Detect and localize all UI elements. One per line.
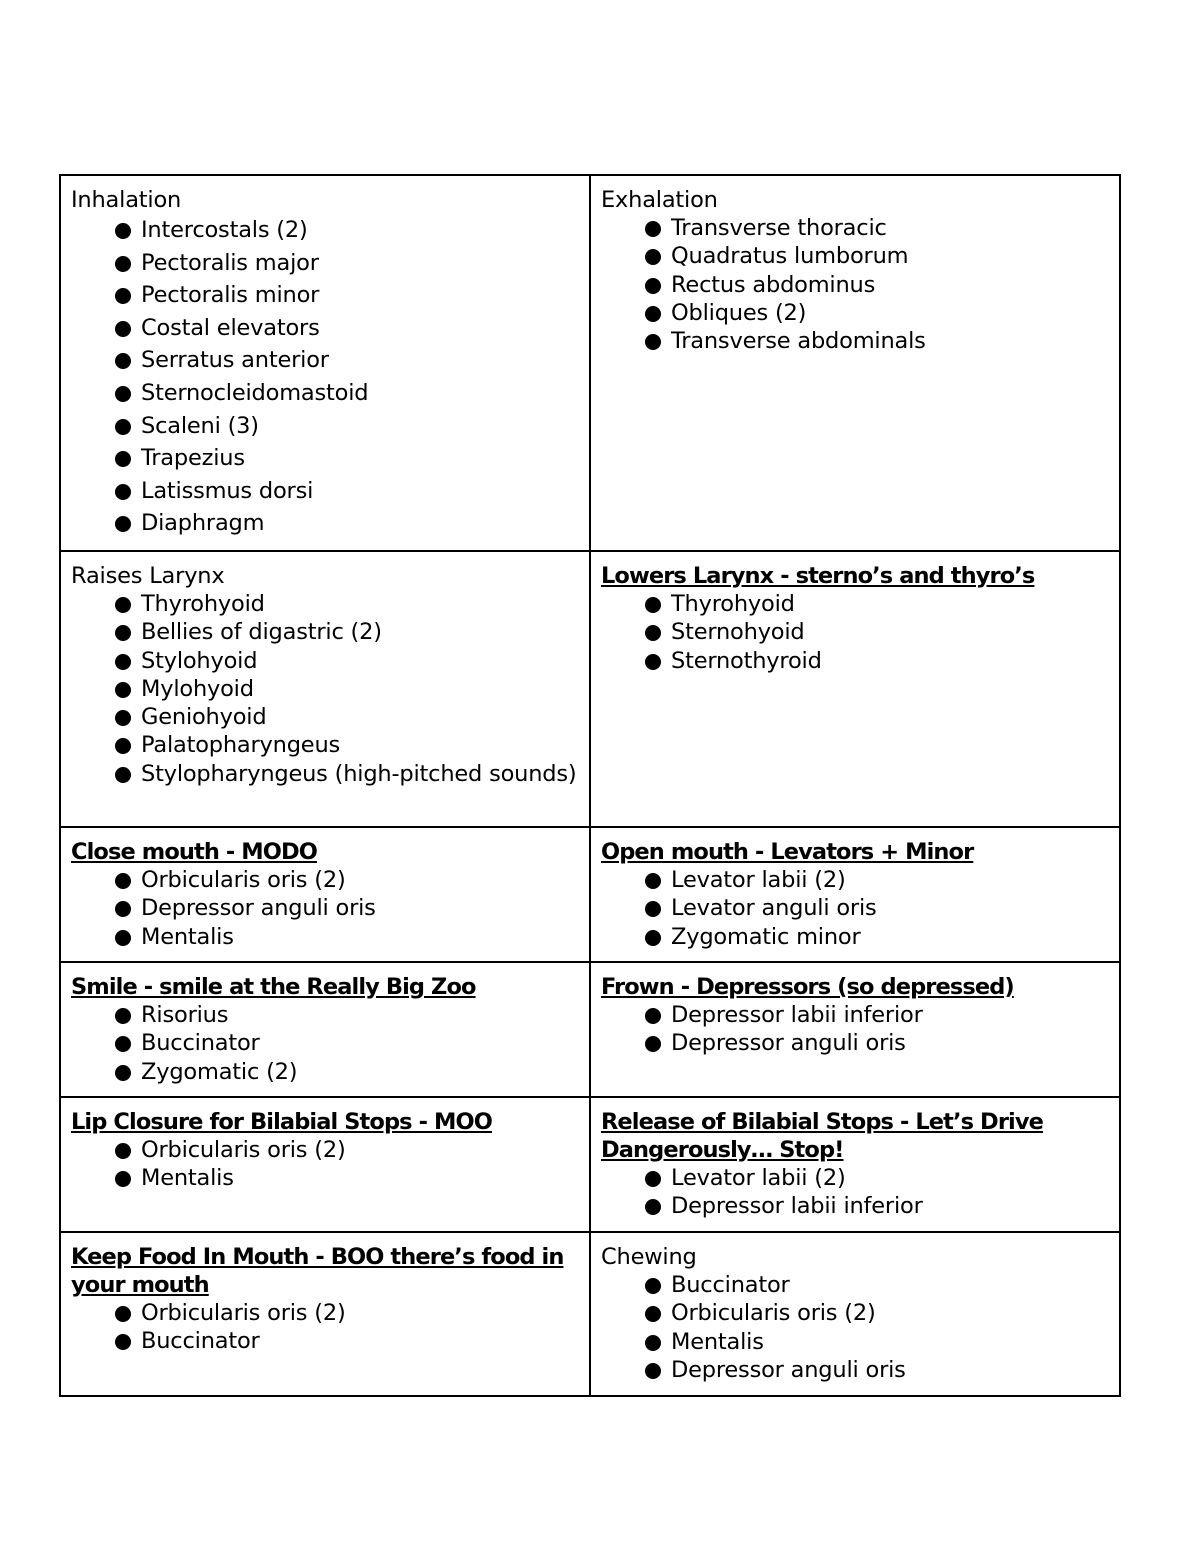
list-item: Pectoralis minor bbox=[115, 279, 579, 312]
list-item: Buccinator bbox=[115, 1327, 579, 1355]
muscle-list bbox=[71, 1136, 579, 1193]
list-item: Stylopharyngeus (high-pitched sounds) bbox=[115, 760, 579, 788]
table-cell bbox=[60, 175, 590, 551]
section-heading: Raises Larynx bbox=[71, 563, 225, 589]
list-item: Levator labii (2) bbox=[645, 1164, 1109, 1192]
table-cell bbox=[590, 551, 1120, 827]
list-item: Serratus anterior bbox=[115, 344, 579, 377]
list-item: Bellies of digastric (2) bbox=[115, 618, 579, 646]
muscle-list bbox=[601, 866, 1109, 951]
table-row bbox=[60, 827, 1120, 962]
list-item: Thyrohyoid bbox=[115, 590, 579, 618]
list-item: Palatopharyngeus bbox=[115, 731, 579, 759]
table-cell bbox=[590, 827, 1120, 962]
muscle-list bbox=[601, 214, 1109, 355]
section-heading: Lowers Larynx - sterno’s and thyro’s bbox=[601, 563, 1035, 589]
table-row bbox=[60, 175, 1120, 551]
list-item: Zygomatic minor bbox=[645, 923, 1109, 951]
muscle-list bbox=[71, 214, 579, 540]
list-item: Rectus abdominus bbox=[645, 271, 1109, 299]
list-item: Orbicularis oris (2) bbox=[115, 1299, 579, 1327]
list-item: Obliques (2) bbox=[645, 299, 1109, 327]
list-item: Intercostals (2) bbox=[115, 214, 579, 247]
list-item: Mylohyoid bbox=[115, 675, 579, 703]
list-item: Levator anguli oris bbox=[645, 894, 1109, 922]
list-item: Latissmus dorsi bbox=[115, 475, 579, 508]
list-item: Sternothyroid bbox=[645, 647, 1109, 675]
muscle-list bbox=[601, 590, 1109, 675]
table-row bbox=[60, 1232, 1120, 1396]
list-item: Sternocleidomastoid bbox=[115, 377, 579, 410]
list-item: Depressor anguli oris bbox=[645, 1029, 1109, 1057]
table-row bbox=[60, 1097, 1120, 1232]
table-cell bbox=[60, 1097, 590, 1232]
list-item: Transverse abdominals bbox=[645, 327, 1109, 355]
list-item: Depressor labii inferior bbox=[645, 1001, 1109, 1029]
section-heading: Frown - Depressors (so depressed) bbox=[601, 974, 1014, 1000]
muscle-list bbox=[71, 1001, 579, 1086]
list-item: Quadratus lumborum bbox=[645, 242, 1109, 270]
section-heading: Keep Food In Mouth - BOO there’s food in your mouth bbox=[71, 1244, 564, 1298]
section-heading: Exhalation bbox=[601, 187, 718, 213]
list-item: Buccinator bbox=[645, 1271, 1109, 1299]
muscle-list bbox=[601, 1271, 1109, 1384]
list-item: Diaphragm bbox=[115, 507, 579, 540]
list-item: Scaleni (3) bbox=[115, 410, 579, 443]
table-cell bbox=[60, 1232, 590, 1396]
section-heading: Smile - smile at the Really Big Zoo bbox=[71, 974, 476, 1000]
list-item: Geniohyoid bbox=[115, 703, 579, 731]
list-item: Zygomatic (2) bbox=[115, 1058, 579, 1086]
list-item: Orbicularis oris (2) bbox=[115, 866, 579, 894]
list-item: Costal elevators bbox=[115, 312, 579, 345]
section-heading: Open mouth - Levators + Minor bbox=[601, 839, 974, 865]
table-cell bbox=[590, 962, 1120, 1097]
list-item: Mentalis bbox=[115, 1164, 579, 1192]
list-item: Depressor anguli oris bbox=[115, 894, 579, 922]
list-item: Levator labii (2) bbox=[645, 866, 1109, 894]
list-item: Buccinator bbox=[115, 1029, 579, 1057]
table-cell bbox=[60, 962, 590, 1097]
list-item: Pectoralis major bbox=[115, 247, 579, 280]
section-heading: Release of Bilabial Stops - Let’s Drive Dangerously… Stop! bbox=[601, 1109, 1043, 1163]
muscle-list bbox=[601, 1164, 1109, 1221]
list-item: Transverse thoracic bbox=[645, 214, 1109, 242]
table-cell bbox=[590, 1097, 1120, 1232]
section-heading: Close mouth - MODO bbox=[71, 839, 317, 865]
table-cell bbox=[590, 1232, 1120, 1396]
list-item: Mentalis bbox=[115, 923, 579, 951]
list-item: Sternohyoid bbox=[645, 618, 1109, 646]
list-item: Thyrohyoid bbox=[645, 590, 1109, 618]
muscle-list bbox=[601, 1001, 1109, 1058]
table-row bbox=[60, 962, 1120, 1097]
list-item: Depressor anguli oris bbox=[645, 1356, 1109, 1384]
muscle-list bbox=[71, 1299, 579, 1356]
list-item: Mentalis bbox=[645, 1328, 1109, 1356]
section-heading: Lip Closure for Bilabial Stops - MOO bbox=[71, 1109, 492, 1135]
table-row bbox=[60, 551, 1120, 827]
list-item: Risorius bbox=[115, 1001, 579, 1029]
section-heading: Inhalation bbox=[71, 187, 182, 213]
list-item: Orbicularis oris (2) bbox=[115, 1136, 579, 1164]
muscle-table bbox=[59, 174, 1121, 1397]
table-cell bbox=[590, 175, 1120, 551]
table-cell bbox=[60, 827, 590, 962]
muscle-list bbox=[71, 590, 579, 788]
section-heading: Chewing bbox=[601, 1244, 697, 1270]
list-item: Orbicularis oris (2) bbox=[645, 1299, 1109, 1327]
list-item: Depressor labii inferior bbox=[645, 1192, 1109, 1220]
list-item: Stylohyoid bbox=[115, 647, 579, 675]
table-cell bbox=[60, 551, 590, 827]
list-item: Trapezius bbox=[115, 442, 579, 475]
muscle-list bbox=[71, 866, 579, 951]
